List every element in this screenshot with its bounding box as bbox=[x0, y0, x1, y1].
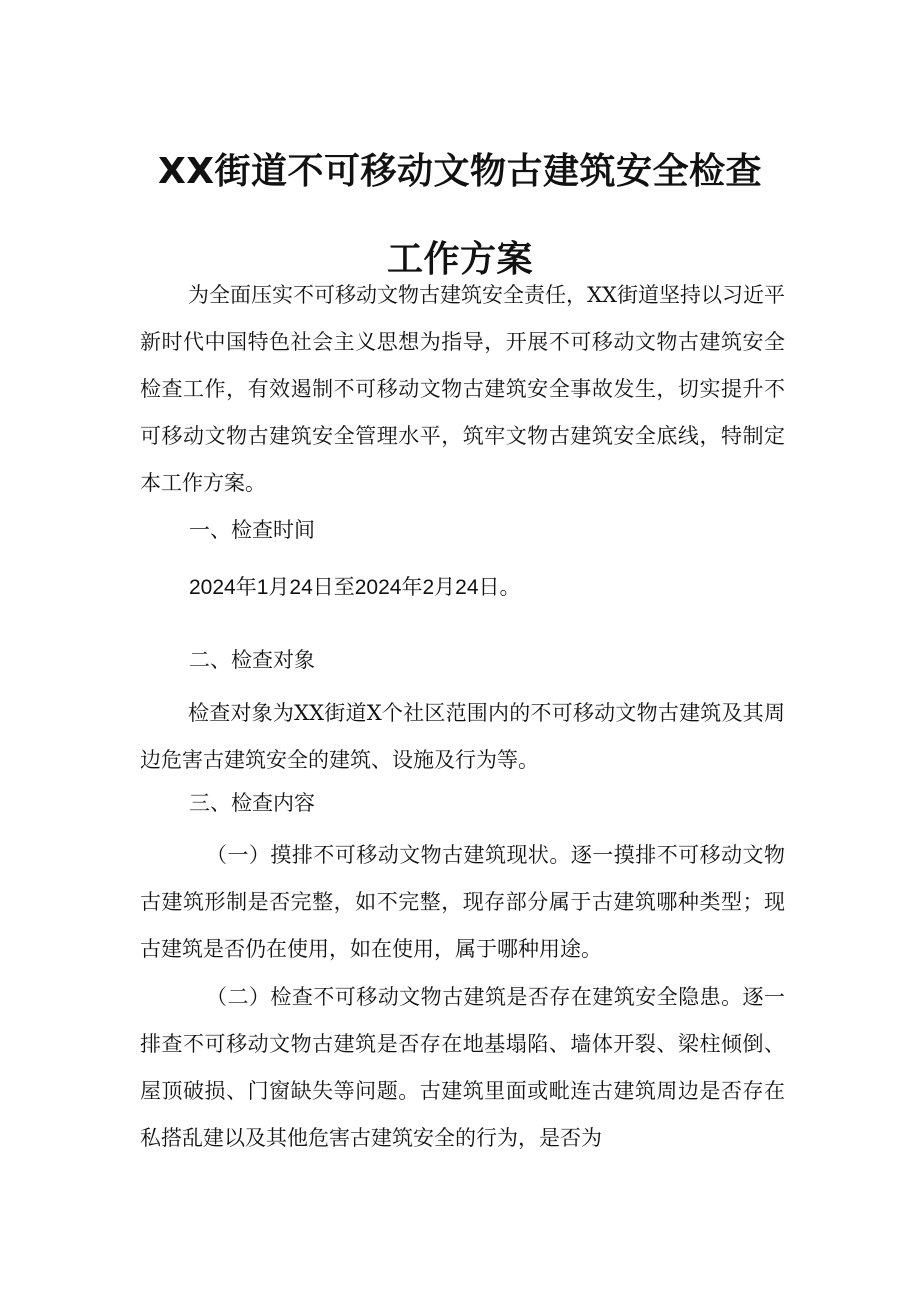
section-heading-inspection-content: 三、检查内容 bbox=[189, 791, 315, 815]
inspection-date-range: 2024年1月24日至2024年2月24日。 bbox=[189, 576, 521, 599]
inspection-content-item-1: （一）摸排不可移动文物古建筑现状。逐一摸排不可移动文物古建筑形制是否完整，如不完整，现存部分属于古建筑哪种类型；现古建筑是否仍在使用，如在使用，属于哪种用途。 bbox=[140, 843, 785, 961]
section-heading-inspection-object: 二、检查对象 bbox=[189, 648, 315, 672]
section-heading-inspection-time: 一、检查时间 bbox=[189, 518, 315, 542]
document-title-line2: 工作方案 bbox=[386, 239, 533, 281]
intro-paragraph: 为全面压实不可移动文物古建筑安全责任，XX街道坚持以习近平新时代中国特色社会主义思想为指导，开展不可移动文物古建筑安全检查工作，有效遏制不可移动文物古建筑安全事故发生，切实提升不可移动文物古建筑安全管理水平，筑牢文物古建筑安全底线，特制定本工作方案。 bbox=[140, 283, 785, 495]
inspection-content-item-2: （二）检查不可移动文物古建筑是否存在建筑安全隐患。逐一排查不可移动文物古建筑是否存在地基塌陷、墙体开裂、梁柱倾倒、屋顶破损、门窗缺失等问题。古建筑里面或毗连古建筑周边是否存在私搭乱建以及其他危害古建筑安全的行为，是否为 bbox=[140, 985, 785, 1150]
document-title-line1: XX街道不可移动文物古建筑安全检查 bbox=[157, 151, 762, 193]
inspection-object-paragraph: 检查对象为XX街道X个社区范围内的不可移动文物古建筑及其周边危害古建筑安全的建筑、设施及行为等。 bbox=[140, 701, 785, 772]
